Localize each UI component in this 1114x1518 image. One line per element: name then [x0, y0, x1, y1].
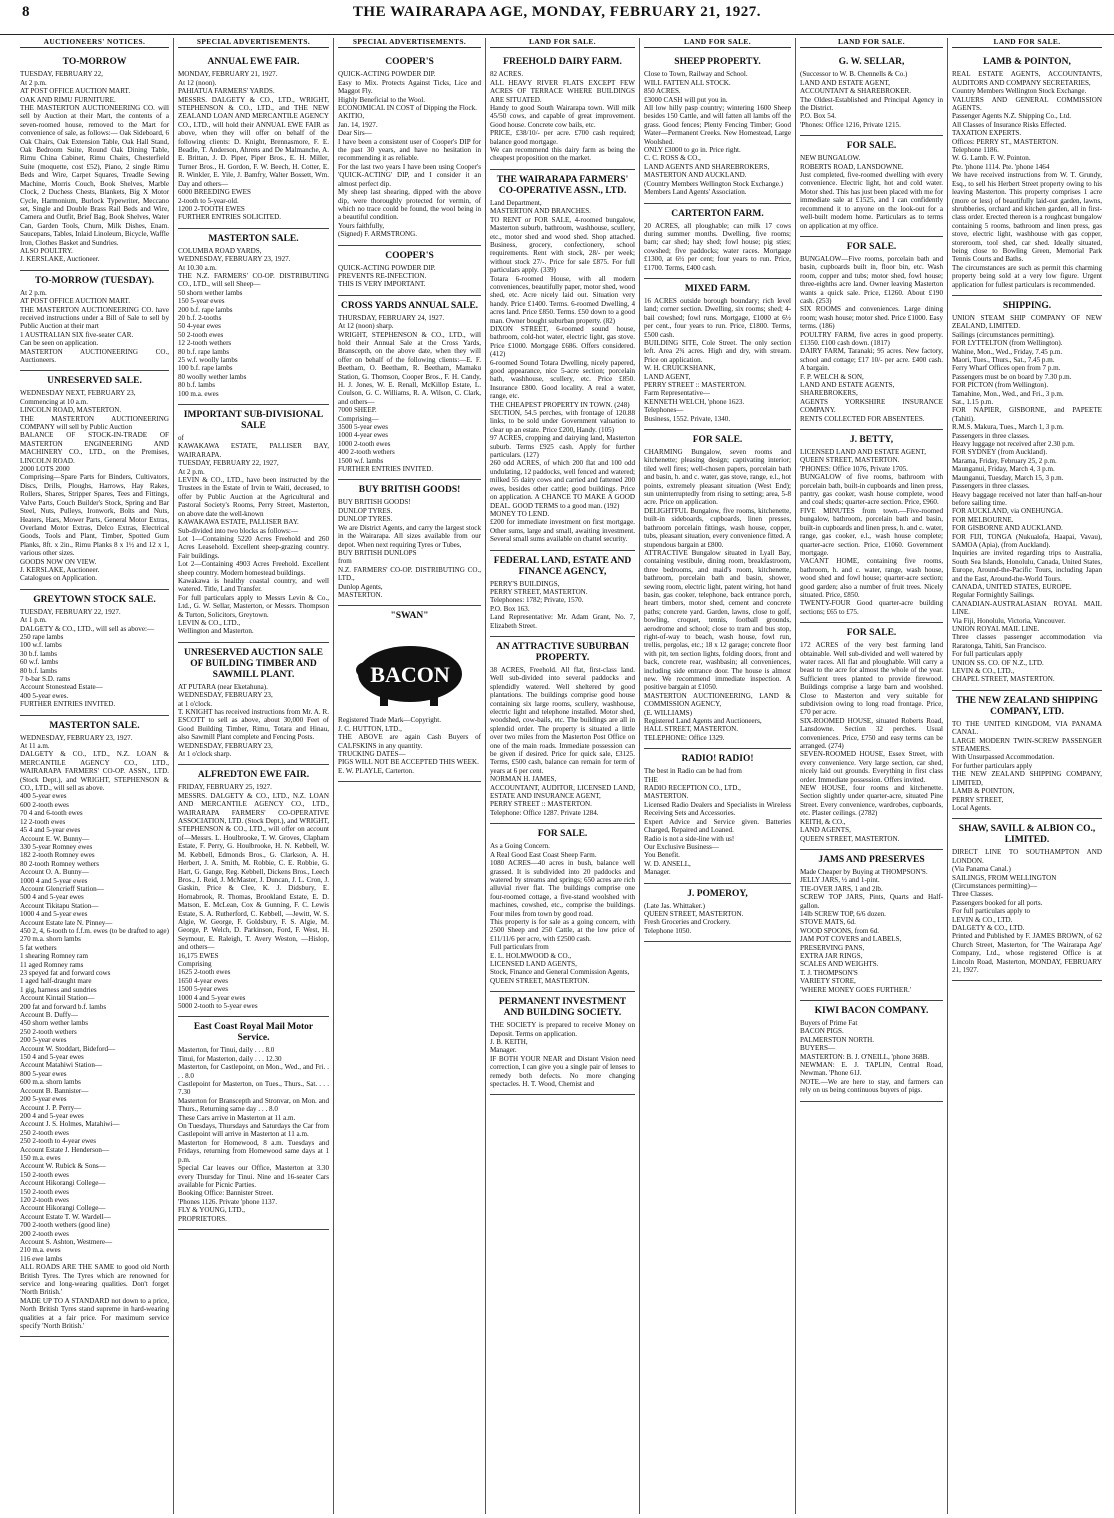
ad-body: NEW BUNGALOW. ROBERTS ROAD, LANSDOWNE. Just completed, five-roomed dwelling with every convenience. Electric light, hot and cold water. Motor shed. This has just been placed with me for immediate sale at £1525, and I can confidently recommend it to anyone on the look-out for a well-built modern home. Particulars as to terms on application at my office.: [800, 154, 943, 230]
ad-heading: THE NEW ZEALAND SHIPPING COMPANY, LTD.: [955, 695, 1099, 717]
ad-body: UNION STEAM SHIP COMPANY OF NEW ZEALAND, LIMITED. Sailings (circumstances permitting). FOR LYTTELTON (from Wellington). Wahine, Mon., Wed., Friday, 7.45 p.m. Maori, Tues., Thurs., Sat., 7.45 p.m. Ferry Wharf Offices open from 7 p.m. Passengers must be on board by 7.30 p.m. FOR PICTON (from Wellington). Tamahine, Mon., Wed., and Fri., 3 p.m. Sat., 1.15 p.m. FOR NAPIER, GISBORNE, and PAPEETE (Tahiti). R.M.S. Makura, Tues., March 1, 3 p.m. Passengers in three classes. Heavy luggage not received after 2.30 p.m. FOR SYDNEY (from Auckland). Marama, Friday, February 25, 2 p.m. Maunganui, Friday, March 4, 3 p.m. Maunganui, Tuesday, March 15, 3 p.m. Passengers in three classes. Heavy baggage received not later than half-an-hour before sailing time. FOR AUCKLAND, via ONEHUNGA. FOR MELBOURNE. FOR GISBORNE AND AUCKLAND. FOR FIJI, TONGA (Nukualofa, Haapai, Vavau), SAMOA (Apia), (from Auckland). Inquiries are invited regarding trips to Australia, South Sea Islands, Honolulu, Canada, United States, Europe, Around-the-Pacific Tours, including Japan and the East, Around-the-World Tours. CANADA, UNITED STATES, EUROPE. Regular Fortnightly Sailings. CANADIAN-AUSTRALASIAN ROYAL MAIL LINE. Via Fiji, Honolulu, Victoria, Vancouver. UNION ROYAL MAIL LINE. Three classes passenger accommodation via Raratonga, Tahiti, San Francisco. For full particulars apply UNION SS. CO. OF N.Z., LTD. LEVIN & CO., LTD., CHAPEL STREET, MASTERTON.: [952, 313, 1102, 684]
ad-heading: FOR SALE.: [537, 829, 588, 840]
advertisement: [338, 606, 481, 782]
advertisement: [178, 229, 329, 405]
column-header: LAND FOR SALE.: [800, 38, 943, 48]
ad-body: AT PUTARA (near Eketahuna). WEDNESDAY, FEBRUARY 23, at 1 o'clock. T. KNIGHT has received instructions from Mr. A. R. ESCOTT to sell as above, about 30,000 Feet of Good Building Timber, Rimu, Totara and Hinau, also Sawmill Plant complete and Fencing Posts. WEDNESDAY, FEBRUARY 23, At 1 o'clock sharp.: [178, 682, 329, 759]
column-header: AUCTIONEERS' NOTICES.: [20, 38, 169, 48]
ad-heading: COOPER'S: [385, 250, 434, 261]
advertisement: [178, 643, 329, 766]
column-6: [796, 38, 948, 1514]
ad-body: FRIDAY, FEBRUARY 25, 1927. MESSRS. DALGETY & CO., LTD., N.Z. LOAN AND MERCANTILE AGENCY CO., LTD., WAIRARAPA FARMERS' CO-OPERATIVE ASSOCIATION, LTD. (Stock Dept.), and WRIGHT, STEPHENSON & CO., LTD., will offer on account of—Messrs. L. Houlbrooke, T. W. Groves, Clapham Estate, F. Perry, G. Houlbrooke, H. N. Kebbell, W. M. Kebbell, Edmonds Bros., G. Clarkson, A. H. Herbert, J. A. Smith, M. Robbie, C. E. Robbie, G. Hart, G. Gange, Reg. Kebbell, Dickens Bros., Leech Bros., J. Reid, J. McMaster, J. Duncan, J. L. Cron, J. Gaskin, Price & Clee, K. J. Didsbury, E. Hornabrook, R. Thomas, Brookland Estate, E. D. Matson, E. McLean, Cox & Gunning, F. C. Lewis Estate, S. A. Rutherford, C. Kebbell, —Jewitt, W. S. Algie, W. George, F. Goldsbury, F. S. Algie, M. George, P. Welch, D. Parkinson, Ford, F. West, H. Seymour, E. Raleigh, T. Avery Weston, —Hislop, and others— 16,175 EWES Comprising 1625 2-tooth ewes 1650 4-year ewes 1500 5-year ewes 1000 4 and 5-year ewes 5000 2-tooth to 5-year ewes: [178, 783, 329, 1010]
ad-heading: ANNUAL EWE FAIR.: [207, 57, 300, 68]
ad-heading: AN ATTRACTIVE SUBURBAN PROPERTY.: [496, 641, 629, 663]
column-header: SPECIAL ADVERTISEMENTS.: [338, 38, 481, 48]
ad-body: of KAWAKAWA ESTATE, PALLISER BAY, WAIRARAPA. TUESDAY, FEBRUARY 22, 1927, At 2 p.m. LEVIN & CO., LTD., have been instructed by the Trustees in the Estate of Irvin te Waiti, deceased, to offer by Public Auction at the Agricultural and Pastoral Society's Rooms, Perry Street, Masterton, on above date the well-known KAWAKAWA ESTATE, PALLISER BAY. Sub-divided into two blocks as follows:— Lot 1—Containing 5220 Acres Freehold and 260 Acres Leasehold. Excellent sheep-grazing country. Fair buildings. Lot 2—Containing 4903 Acres Freehold. Excellent sheep country. Modern homestead buildings. Kawakawa is healthy coastal country, and well watered. Title, Land Transfer. For full particulars apply to Messrs Levin & Co., Ltd., G. W. Sellar, Masterton, or Messrs. Thompson & Turton, Solicitors, Greytown. LEVIN & CO., LTD., Wellington and Masterton.: [178, 434, 329, 636]
advertisement: [178, 765, 329, 1017]
ad-heading: MASTERTON SALE.: [49, 720, 140, 731]
column-2: [174, 38, 334, 1514]
ad-body: BUY BRITISH GOODS! DUNLOP TYRES. DUNLOP TYRES. We are District Agents, and carry the largest stock in the Wairarapa. All sizes available from our depot. When next requiring Tyres or Tubes, BUY BRITISH DUNLOPS from N.Z. FARMERS' CO-OP. DISTRIBUTING CO., LTD., Dunlop Agents, MASTERTON.: [338, 498, 481, 599]
ad-body: MONDAY, FEBRUARY 21, 1927. At 12 (noon). PAHIATUA FARMERS' YARDS. MESSRS. DALGETY & CO., LTD., WRIGHT, STEPHENSON & CO., LTD., and THE NEW ZEALAND LOAN AND MERCANTILE AGENCY CO., LTD., will hold their ANNUAL EWE FAIR as above, when they will offer on behalf of the following clients: D. Knight, Brennasmore, F. E. Beadle, T. Anderson, Ahrens and De Malmanche, A. E. Brittan, J. D. Piper, Piper Bros., E. H. Miller, Turner Bros., H. Gordon, F. W. Beech, H. Cotter, E. R. Winkler, E. Yile, J. Bamfry, Walter Bossett, Wm. Day and others— 6000 BREEDING EWES 2-tooth to 5-year-old. 1200 2-TOOTH EWES FURTHER ENTRIES SOLICITED.: [178, 70, 329, 222]
ad-heading: UNRESERVED AUCTION SALE OF BUILDING TIMBER AND SAWMILL PLANT.: [183, 647, 324, 680]
ad-body: TUESDAY, FEBRUARY 22, At 2 p.m. AT POST OFFICE AUCTION MART. OAK AND RIMU FURNITURE. THE MASTERTON AUCTIONEERING CO. will sell by Auction at their Mart, the contents of a seven-roomed house, removed to the Mart for convenience of sale, as follows:— Oak Sideboard, 6 Oak Chairs, Oak Extension Table, Oak Hall Stand, Oak Bedroom Suite, Round Oak Dining Table, Rimu China Cabinet, Rimu Chairs, Chesterfield Suite (moquette, cost £52), Piano, 2 single Rimu Beds and Wire, Carpet Squares, Treadle Sewing Machine, Morris Couch, Book Shelves, Marble Clock, 2 Duchess Chests, Blankets, Big X Motor Cycle, Harmonium, Burlock Typewriter, Meccano set, Single and Double Brass Rail Beds and Wire, Camera and Outfit, Brief Bag, Book Shelves, Water Can, Garden Tools, Churn, Milk Dishes, Enam. Saucepans, Tables, Inlaid Linoleum, Bicycle, Waffle Iron, Clothes Basket and Sundries. ALSO POULTRY. J. KERSLAKE, Auctioneer.: [20, 70, 169, 264]
advertisement: [20, 716, 169, 1338]
ad-heading: SHEEP PROPERTY.: [674, 57, 761, 68]
column-3: [334, 38, 486, 1514]
ad-heading: FOR SALE.: [692, 435, 743, 446]
ad-heading: J. POMEROY,: [687, 888, 748, 899]
ad-heading: RADIO! RADIO!: [681, 754, 754, 765]
advertisement: [800, 1001, 943, 1102]
masthead: [0, 0, 1114, 35]
advertisement: [800, 850, 943, 1001]
ad-heading: FREEHOLD DAIRY FARM.: [503, 57, 622, 68]
ad-body: 20 ACRES, all ploughable; can milk 17 cows during summer months. Dwelling, five rooms; barn; car shed; hay shed; fowl house; pig sties; cowshed; five paddocks; water races. Mortgage £1300, at 6½ per cent; four years to run. Price, £1700. Terms, £400 cash.: [644, 221, 791, 272]
ad-body: Buyers of Prime Fat BACON PIGS. PALMERSTON NORTH. BUYERS— MASTERTON: B. J. O'NEILL, 'phone 368B. NEWMAN: E. J. TAPLIN, Central Road, Newman. 'Phone 61J. NOTE.—We are here to stay, and farmers can rely on us being continuous buyers of pigs.: [800, 1019, 943, 1095]
advertisement: [490, 992, 635, 1095]
advertisement: [490, 824, 635, 992]
ad-heading: LAMB & POINTON,: [983, 57, 1071, 68]
column-5: [640, 38, 796, 1514]
advertisement: [644, 884, 791, 943]
advertisement: [490, 52, 635, 169]
advertisement: [952, 819, 1102, 981]
ad-body: 82 ACRES. ALL HEAVY RIVER FLATS EXCEPT FEW ACRES OF TERRACE WHERE BUILDINGS ARE SITUATED. Handy to good South Wairarapa town. Will milk 45/50 cows, and capable of great improvement. Good house. Concrete cow bails, etc. PRICE, £38/10/- per acre. £700 cash required; balance good mortgage. We can recommend this dairy farm as being the cheapest proposition on the market.: [490, 70, 635, 163]
advertisement: [644, 430, 791, 749]
column-header: LAND FOR SALE.: [490, 38, 635, 48]
ad-body: (Late Jas. Whittaker.) QUEEN STREET, MASTERTON. Fresh Groceries and Crockery. Telephone 1050.: [644, 901, 744, 935]
svg-text:BACON: BACON: [369, 662, 450, 688]
ad-body: TO THE UNITED KINGDOM, VIA PANAMA CANAL. LARGE MODERN TWIN-SCREW PASSENGER STEAMERS. With Unsurpassed Accommodation. For further particulars apply THE NEW ZEALAND SHIPPING COMPANY, LIMITED, LAMB & POINTON, PERRY STREET, Local Agents.: [952, 719, 1102, 812]
ad-body: THE SOCIETY is prepared to receive Money on Deposit. Terms on application. J. B. KEITH, Manager. IF BOTH YOUR NEAR and Distant Vision need correction, I can give you a single pair of lenses to remedy both defects. No more changing spectacles. H. T. Wood, Chemist and: [490, 1021, 635, 1089]
column-7: [948, 38, 1106, 1514]
column-header: SPECIAL ADVERTISEMENTS.: [178, 38, 329, 48]
ad-heading: MIXED FARM.: [684, 283, 751, 294]
advertisement: [178, 405, 329, 643]
ad-body: THURSDAY, FEBRUARY 24, 1927. At 12 (noon) sharp. WRIGHT, STEPHENSON & CO., LTD., will hold their Annual Sale at the Cross Yards, Branscepth, on the above date, when they will offer on behalf of the following clients:—E. F. Beetham, O. Beetham, R. Beetham, Mamaku Station, G. Thomson, Cooper Bros., F. H. Candy, H. J. Jones, W. E. Renall, McKillop Estate, L. Coulson, G. C. Williams, R. A. Wilson, C. Clark, and others— 7000 SHEEP. Comprising— 3500 5-year ewes 1000 4-year ewes 1000 2-tooth ewes 400 2-tooth wethers 1500 w.f. lambs FURTHER ENTRIES INVITED.: [338, 313, 481, 474]
ad-body: TUESDAY, FEBRUARY 22, 1927. At 1 p.m. DALGETY & CO., LTD., will sell as above:— 250 rape lambs 100 w.f. lambs 30 b.f. lambs 60 w.f. lambs 80 b.f. lambs 7 b-bar S.D. rams Account Stonestead Estate— 400 5-year ewes. FURTHER ENTRIES INVITED.: [20, 607, 155, 709]
column-header: LAND FOR SALE.: [952, 38, 1102, 48]
ad-body: As a Going Concern. A Real Good East Coast Sheep Farm. 1080 ACRES—40 acres in bush, balance well grassed. It is subdivided into 20 paddocks and watered by streams and springs; 650 acres are rich alluvial river flat. The buildings comprise one four-roomed cottage, a five-stand woolshed with machines, cowshed, etc., comprise the buildings. Four miles from town by good road. This property is for sale as a going concern, with 2500 Sheep and 250 Cattle, at the low price of £11/11/6 per acre, with £2500 cash. Full particulars from E. L. HOLMWOOD & CO., LICENSED LAND AGENTS, Stock, Finance and General Commission Agents, QUEEN STREET, MASTERTON.: [490, 842, 635, 985]
ad-heading: SHAW, SAVILL & ALBION CO., LIMITED.: [958, 824, 1096, 846]
advertisement: [800, 52, 943, 136]
advertisement: [338, 52, 481, 245]
ad-heading: THE WAIRARAPA FARMERS' CO-OPERATIVE ASSN., LTD.: [496, 174, 629, 196]
ad-heading: ALFREDTON EWE FAIR.: [197, 770, 310, 781]
advertisement: [952, 52, 1102, 296]
ad-heading: CARTERTON FARM.: [671, 208, 764, 219]
ad-body: WEDNESDAY, FEBRUARY 23, 1927. At 11 a.m. DALGETY & CO., LTD., N.Z. LOAN & MERCANTILE AGENCY CO., LTD., WAIRARAPA FARMERS' CO-OP. ASSN., LTD. (Stock Dept.), and WRIGHT, STEPHENSON & CO., LTD., will sell as above. 400 5-year ewes 600 2-tooth ewes 70 4 and 6-tooth ewes 12 2-tooth ewes 45 4 and 5-year ewes Account E. W. Bunny— 330 5-year Romney ewes 182 2-tooth Romney ewes 80 2-tooth Romney wethers Account O. A. Bunny— 1000 4 and 5-year ewes Account Glencrieff Station— 500 4 and 5-year ewes Account Tikitapu Station— 1000 4 and 5-year ewes Account Estate late N. Pinney— 450 2, 4, 6-tooth to f.f.m. ewes (to be drafted to age) 270 m.a. shorn lambs 5 fat wethers 1 shearing Romney ram 11 aged Romney rams 23 speyed fat and forward cows 1 aged half-draught mare 1 gig, harness and sundries Account Kintail Station— 200 fat and forward b.f. lambs Account B. Duffy— 450 shorn wether lambs 250 2-tooth wethers 200 5-year ewes Account W. Stoddart, Bideford— 150 4 and 5-year ewes Account Matahiwi Station— 800 5-year ewes 600 m.a. shorn lambs Account B. Bannister— 200 5-year ewes Account J. P. Perry— 200 4 and 5-year ewes Account J. S. Holmes, Matahiwi— 250 2-tooth ewes 250 2-tooth to 4-year ewes Account Estate J. Henderson— 150 m.a. ewes Account W. Rubick & Sons— 150 2-tooth ewes Account Hikorangi College— 150 2-tooth ewes 120 2-tooth ewes Account Hikorangi College— Account Estate T. W. Wardell— 700 2-tooth wethers (good line) 200 2-tooth ewes Account S. Ashton, Westmere— 210 m.a. ewes 116 ewe lambs ALL ROADS ARE THE SAME to good old North British Tyres. The Tyres which are renowned for service and long-wearing qualities. Don't forget 'North British.' MADE UP TO A STANDARD not down to a price, North British Tyres stand supreme in hard-wearing qualities at a fair price. For maximum service specify 'North British.': [20, 733, 169, 1331]
ad-body: The best in Radio can be had from THE RADIO RECEPTION CO., LTD., MASTERTON. Licensed Radio Dealers and Specialists in Wireless Receiving Sets and Accessories. Expert Advice and Service given. Batteries Charged, Repaired and Loaned. Radio is not a side-line with us! Our Exclusive Business— You Benefit. W. D. ANSELL, Manager.: [644, 767, 791, 877]
advertisement: [800, 623, 943, 850]
ad-heading: JAMS AND PRESERVES: [818, 854, 925, 865]
advertisement: [644, 279, 791, 430]
ad-heading: SHIPPING.: [1002, 300, 1052, 311]
columns: [16, 38, 1106, 1514]
advertisement: [20, 52, 169, 270]
ad-heading: COOPER'S: [385, 57, 434, 68]
ad-body: 16 ACRES outside borough boundary; rich level land; corner section. Dwelling, six rooms; shed; 4-bail cowshed; fowl runs. Mortgage, £1000 at 6½ per cent., four years to run. Price, £1800. Terms, £500 cash. BUILDING SITE, Cole Street. The only section left. Area 2¾ acres. High and dry, with stream. Price on application. W. H. CRUICKSHANK, LAND AGENT, PERRY STREET :: MASTERTON. Farm Representative— KENNETH WELCH, 'phone 1623. Telephones— Business, 1552. Private, 1340.: [644, 296, 791, 423]
ad-body: WEDNESDAY NEXT, FEBRUARY 23, Commencing at 10 a.m. LINCOLN ROAD, MASTERTON. THE MASTERTON AUCTIONEERING COMPANY will sell by Public Auction BALANCE OF STOCK-IN-TRADE OF MASTERTON ENGINEERING AND MACHINERY CO., LTD., on the Premises, LINCOLN ROAD. 2000 LOTS 2000 Comprising—Spare Parts for Binders, Cultivators, Discs, Drills, Ploughs, Harrows, Hay Rakes, Rollers, Shares, Stripper Spares, Tees and Fittings, Valve Parts, Couch Builder's Stock, Spring and Bar Steel, Nuts, Pulleys, Ironwork, Bolts and Nuts, Heaters, Hars, Mower Parts, General Motor Extras, Overland Motor Extras, Delco Extras, Electrical Goods, Tools and Plant, Timber, Spotted Gum Planks, 8ft. x 2in., Rimu Planks 8 x 1½ and 12 x 1, various other sizes. GOODS NOW ON VIEW. J. KERSLAKE, Auctioneer. Catalogues on Application.: [20, 389, 169, 583]
advertisement: [338, 480, 481, 606]
advertisement: [338, 246, 481, 296]
ad-heading: MASTERTON SALE.: [208, 233, 299, 244]
ad-body: 38 ACRES, Freehold. All flat, first-class land. Well sub-divided into several paddocks and splendidly watered. Well sheltered by good plantations. The buildings comprise good house containing six large rooms, scullery, washhouse, electric light and telephone installed. Motor shed, woodshed, cow-bails, etc. The buildings are all in splendid order. The property is situated a little over two miles from the Masterton Post Office on one of the main roads. Immediate possession can be given if desired. Price for quick sale, £3125. Terms, £500 cash, balance can remain for term of years at 6 per cent. NORMAN H. JAMES, ACCOUNTANT, AUDITOR, LICENSED LAND, ESTATE AND INSURANCE AGENT, PERRY STREET :: MASTERTON. Telephone: Office 1287. Private 1284.: [490, 665, 635, 817]
advertisement: [490, 551, 635, 637]
ad-body: DIRECT LINE TO SOUTHAMPTON AND LONDON. (Via Panama Canal.) SAILINGS, FROM WELLINGTON (Circumstances permitting)— Three Classes. Passengers booked for all ports. For full particulars apply to LEVIN & CO., LTD. DALGETY & CO., LTD. Printed and Published by F. JAMES BROWN, of 62 Church Street, Masterton, for 'The Wairarapa Age' Company, Ltd., whose registered Office is at Lincoln Road, Masterton, MONDAY, FEBRUARY 21, 1927.: [952, 848, 1102, 974]
advertisement: [490, 170, 635, 551]
advertisement: [178, 1017, 329, 1230]
advertisement: [20, 590, 169, 716]
ad-body: REAL ESTATE AGENTS, ACCOUNTANTS, AUDITORS AND COMPANY SECRETARIES, Country Members Wellington Stock Exchange. VALUERS AND GENERAL COMMISSION AGENTS. Passenger Agents N.Z. Shipping Co., Ltd. All Classes of Insurance Risks Effected. TAXATION EXPERTS. Offices: PERRY ST., MASTERTON. Telephone 1186. W. G. Lamb. F. W. Pointon. Pte. 'phone 1114. Pte. 'phone 1464 We have received instructions from W. T. Grundy, Esq., to sell his Herbert Street property owing to his leaving Masterton. This property comprises 1 acre (more or less) of beautifully laid-out garden, lawns, shrubberies, orchard and kitchen garden, all in first-class order. Erected thereon is a roughcast bungalow containing 5 rooms, bathroom and linen press, gas stove, electric light, washhouse with gas copper, storeroom, tool shed, car shed. Ideally situated, being close to Bowling Green, Memorial Park Tennis Courts and Baths. The circumstances are such as permit this charming property being sold at a very low figure. Urgent application for fullest particulars is recommended.: [952, 70, 1102, 289]
ad-heading: East Coast Royal Mail Motor Service.: [193, 1022, 314, 1044]
advertisement: [644, 749, 791, 883]
ad-heading: FEDERAL LAND, ESTATE AND FINANCE AGENCY,: [493, 555, 632, 577]
column-1: [16, 38, 174, 1514]
ad-body: (Successor to W. B. Chennells & Co.) LAND AND ESTATE AGENT, ACCOUNTANT & SHAREBROKER. The Oldest-Established and Principal Agency in the District. P.O. Box 54. 'Phones: Office 1216, Private 1215.: [800, 70, 943, 129]
advertisement: [644, 204, 791, 279]
ad-body: LICENSED LAND AND ESTATE AGENT, QUEEN STREET, MASTERTON. 'PHONES: Office 1076, Private 1705. BUNGALOW of five rooms, bathroom with porcelain bath, built-in cupboards and linen press, pantry, gas cooker, wash house complete, wood and coal sheds; quarter-acre section. Price, £960. FIVE MINUTES from town.—Five-roomed bungalow, bathroom, porcelain bath and basin, built-in cupboards and linen press, h. and c. water, range, gas cooker, e.l., wash house complete; quarter-acre section. Price, £1060. Government mortgage. VACANT HOME, containing five rooms, bathroom, h. and c. water, range, wash house, wood shed and fowl house; quarter-acre section; good garden; also a number of fruit trees. Nicely situated. Price, £850. TWENTY-FOUR Good quarter-acre building sections; £65 to £75.: [800, 448, 943, 616]
ad-heading: J. BETTY,: [849, 435, 894, 446]
ad-body: COLUMBA ROAD YARDS, WEDNESDAY, FEBRUARY 23, 1927. At 10.30 a.m. THE N.Z. FARMERS' CO-OP. DISTRIBUTING CO., LTD., will sell Sheep— 50 shorn wether lambs 150 5-year ewes 200 b.f. rape lambs 20 b.f. 2-tooths 50 4-year ewes 50 2-tooth ewes 12 2-tooth wethers 80 b.f. rape lambs 25 w.f. woolly lambs 100 b.f. rape lambs 80 woolly wether lambs 80 b.f. lambs 100 m.a. ewes: [178, 246, 329, 398]
advertisement: [178, 52, 329, 228]
ad-heading: FOR SALE.: [846, 241, 897, 252]
ad-heading: "SWAN": [390, 611, 429, 622]
ad-heading: TO-MORROW (TUESDAY).: [34, 275, 155, 286]
advertisement: [644, 52, 791, 203]
ad-heading: FOR SALE.: [846, 141, 897, 152]
newspaper-title: THE WAIRARAPA AGE, MONDAY, FEBRUARY 21, 1927.: [352, 4, 762, 20]
ad-body: QUICK-ACTING POWDER DIP. PREVENTS RE-INFECTION. THIS IS VERY IMPORTANT.: [338, 263, 436, 289]
ad-body: At 2 p.m. AT POST OFFICE AUCTION MART. THE MASTERTON AUCTIONEERING CO. have received instructions under a Bill of Sale to sell by Public Auction at their mart 1 AUSTRALIAN SIX five-seater CAR. Can be seen on application. MASTERTON AUCTIONEERING CO., Auctioneers.: [20, 288, 169, 364]
advertisement: [20, 271, 169, 372]
ad-body: Close to Town, Railway and School. WILL FATTEN ALL STOCK. 850 ACRES. £3000 CASH will put you in. All low hilly pasp country; wintering 1600 Sheep besides 150 Cattle, and will fatten all lambs off the grass. Good fences; Plenty Fencing Timber; Good Water—Permanent Creeks. New Homestead, Large Woolshed. ONLY £3000 to go in. Price right. C. C. ROSS & CO., LAND AGENTS AND SHAREBROKERS, MASTERTON AND AUCKLAND. (Country Members Wellington Stock Exchange.) Members Land Agents' Association.: [644, 70, 791, 197]
ad-body: Masterton, for Tinui, daily . . . 8.0 Tinui, for Masterton, daily . . . 12.30 Masterton, for Castlepoint, on Mon., Wed., and Fri. . . . 8.0 Castlepoint for Masterton, on Tues., Thurs., Sat. . . . 7.30 Masterton for Branscepth and Stronvar, on Mon. and Thurs., Returning same day . . . 8.0 These Cars arrive in Masterton at 11 a.m. On Tuesdays, Thursdays and Saturdays the Car from Castlepoint will arrive in Masterton at 11 a.m. Masterton for Homewood, 8 a.m. Tuesdays and Fridays, returning from Homewood same days at 1 p.m. Special Car leaves our Office, Masterton at 3.30 every Thursday for Tinui. Nine and 16-seater Cars available for Picnic Parties. Booking Office: Bannister Street. 'Phones 1126. Private 'phone 1137. FLY & YOUNG, LTD., PROPRIETORS.: [178, 1046, 329, 1223]
ad-body: 172 ACRES of the very best farming land obtainable. Well sub-divided and well watered by water races. All flat and ploughable. Will carry a beast to the acre for almost the whole of the year. Sufficient trees planted to provide firewood. Buildings comprise a large barn and woolshed. Close to Masterton and very suitable for subdivision owing to long road frontage. Price, £70 per acre. SIX-ROOMED HOUSE, situated Roberts Road, Lansdowne. Section 32 perches. Usual conveniences. Price, £750 and easy terms can be arranged. (274) SEVEN-ROOMED HOUSE, Essex Street, with every convenience. Very large section, car shed, nicely laid out grounds. Everything in first class order. Immediate possession. Offers invited. NEW HOUSE, four rooms and kitchenette. Section slightly under quarter-acre, situated Pine Street. Every convenience, wardrobes, cupboards, etc. Plaster ceilings. (2782) KEITH, & CO., LAND AGENTS, QUEEN STREET, MASTERTON.: [800, 641, 943, 843]
ad-body: CHARMING Bungalow, seven rooms and kitchenette; pleasing design; captivating interior; tiled well fires; well-chosen papers, porcelain bath and basin, h. and c. water, gas stove, range, e.l., hot points, extremely pleasant situation (West End); sun uninterruptedly from rising to setting; area, 5-8 acre. Price on application. DELIGHTFUL Bungalow, five rooms, kitchenette, built-in sideboards, cupboards, linen presses, bathroom porcelain fittings, wash house, copper, tubs, pleasant situation, every convenience fitted. A stupendous bargain at £800. ATTRACTIVE Bungalow situated in Lyall Bay, containing vestibule, dining room, breakfastroom, three bedrooms, and maid's room, kitchenette, bathroom, porcelain bath and basin, shower, sewing room, electric light, patent wiring, hot hand basin, gas cooker, telephone, back entrance porch, heart timbers, motor shed, cement and concrete paths; concrete yard. Garden, lawns, close to golf, bowling, croquet, tennis, football grounds, aerodrome and school; close to tram and bus stop, right-of-way to beach, wash house, fowl run, trellis, pergolas, etc.; 18 x 12 garage; concrete floor with pit, ten section lights, folding doors, front and back, concrete rear, washbasin; all conveniences, including side entrance door. The house is almost new. We recommend immediate inspection. A positive bargain at £1050. MASTERTON AUCTIONEERING, LAND & COMMISSION AGENCY, (E. WILLIAMS) Registered Land Agents and Auctioneers, HALL STREET, MASTERTON. TELEPHONE: Office 1329.: [644, 448, 791, 742]
ad-body: Registered Trade Mark—Copyright. J. C. HUTTON, LTD., THE ABOVE are again Cash Buyers of CALFSKINS in any quantity. TRUCKING DATES— PIGS WILL NOT BE ACCEPTED THIS WEEK. E. W. PLAYLE, Carterton.: [338, 716, 481, 775]
advertisement: [800, 430, 943, 623]
ad-body: QUICK-ACTING POWDER DIP. Easy to Mix. Protects Against Ticks, Lice and Maggot Fly. Highly Beneficial to the Wool. ECONOMICAL IN COST of Dipping the Flock. AKITIO, Jan. 14, 1927. Dear Sirs— I have been a consistent user of Cooper's DIP for the past 30 years, and have no hesitation in recommending it as reliable. For the last two years I have been using Cooper's 'QUICK-ACTING' DIP, and I consider it an almost perfect dip. My sheep last shearing, dipped with the above dip, were thoroughly protected for vermin, of which no trace could be found, the wool being in a beautiful condition. Yours faithfully, (Signed) F. ARMSTRONG.: [338, 70, 481, 239]
bacon-pig-logo: [350, 630, 470, 708]
page-number: 8: [22, 4, 30, 20]
advertisement: [20, 371, 169, 589]
ad-heading: KIWI BACON COMPANY.: [814, 1006, 929, 1016]
advertisement: [952, 691, 1102, 819]
advertisement: [338, 296, 481, 481]
advertisement: [800, 237, 943, 430]
ad-heading: CROSS YARDS ANNUAL SALE.: [340, 300, 479, 311]
advertisement: [800, 136, 943, 237]
advertisement: [490, 637, 635, 824]
ad-heading: UNRESERVED SALE.: [47, 376, 142, 387]
column-header: LAND FOR SALE.: [644, 38, 791, 48]
advertisement: [952, 296, 1102, 691]
ad-body: Land Department, MASTERTON AND BRANCHES. TO RENT or FOR SALE, 4-roomed bungalow, Masterton suburb, bathroom, washhouse, scullery, etc., motor shed and wood shed. Shop attached. Business, grocery, confectionery, school requirements. Rent with stock, 28/- per week; without stock 27/-. Price for sale £875. For full particulars apply. (339) Totara 6-roomed House, with all modern conveniences, beautifully paper, motor shed, wood shed, etc. Acre nicely laid out. Situation very handy. Price £1400. Terms. 6-roomed Dwelling, 4 acres land. Price £850. Terms. £50 down to a good man. Owner bought suburban property. (82) DIXON STREET, 6-roomed sound house, bathroom, cold-hot water, electric light, gas stove. Price £1000. Mortgage £686. Offers considered. (412) 6-roomed Sound Totara Dwelling, nicely papered, good appearance, nice 5-acre section; porcelain bath, washhouse, scullery, etc. Price £850. Insurance £800. Good locality. A real a water, range, etc. THE CHEAPEST PROPERTY IN TOWN. (248) SECTION, 54.5 perches, with frontage of 120.88 links, to be sold under Government valuation to clear up an estate. Price £200, Handy. (105) 97 ACRES, cropping and dairying land, Masterton suburb. Terms £925 cash. Apply for further particulars. (127) 260 odd ACRES, of which 200 flat and 100 odd undulating, 12 paddocks, well fenced and watered; milked 55 dairy cows and carried and fattened 200 ewes, besides other cattle; good buildings. Price on application. A CHANCE TO MAKE A GOOD DEAL. GOOD TERMS to a good man. (192) MONEY TO LEND. £200 for immediate investment on first mortgage. Other sums, large and small, awaiting investment. Several small sums available on chattel security.: [490, 198, 635, 544]
ad-body: PERRY'S BUILDINGS, PERRY STREET, MASTERTON. Telephones: 1782; Private, 1570. P.O. Box 163. Land Representative: Mr. Adam Grant, No. 7, Elizabeth Street.: [490, 579, 635, 630]
ad-body: BUNGALOW—Five rooms, porcelain bath and basin, cupboards built in, floor bin, etc. Wash room, copper and tubs; motor shed, fowl house; three-eighths acre land. Owner leaving Masterton wants a quick sale. Price, £1260. About £190 cash. (253) SIX ROOMS and conveniences. Large dining room; wash house; motor shed. Price £1000. Easy terms. (186) POULTRY FARM, five acres in good property. £1350. £100 cash down. (1817) DAIRY FARM, Taranaki; 95 acres. New factory, school and cottage; £17 10/- per acre. £400 cash. A bargain. F. P. WELCH & SON, LAND AND ESTATE AGENTS, SHAREBROKERS, AGENTS YORKSHIRE INSURANCE COMPANY. RENTS COLLECTED FOR ABSENTEES.: [800, 254, 943, 423]
ad-heading: TO-MORROW: [62, 57, 127, 68]
ad-body: Made Cheaper by Buying at THOMPSON'S. JELLY JARS, ½ and 1-pint. TIE-OVER JARS, 1 and 2lb. SCREW TOP JARS, Pints, Quarts and Half-gallon. 14lb SCREW TOP, 6/6 dozen. STOVE MATS, 6d. WOOD SPOONS, from 6d. JAM POT COVERS and LABELS, PRESERVING PANS, EXTRA JAR RINGS, SCALES AND WEIGHTS. T. J. THOMPSON'S VARIETY STORE, 'WHERE MONEY GOES FURTHER.': [800, 867, 943, 994]
ad-heading: G. W. SELLAR,: [838, 57, 905, 68]
column-4: [486, 38, 640, 1514]
ad-heading: PERMANENT INVESTMENT AND BUILDING SOCIETY.: [498, 997, 627, 1019]
ad-heading: BUY BRITISH GOODS!: [358, 485, 461, 496]
ad-heading: GREYTOWN STOCK SALE.: [33, 594, 156, 605]
ad-heading: IMPORTANT SUB-DIVISIONAL SALE: [183, 410, 324, 432]
ad-heading: FOR SALE.: [846, 628, 897, 639]
